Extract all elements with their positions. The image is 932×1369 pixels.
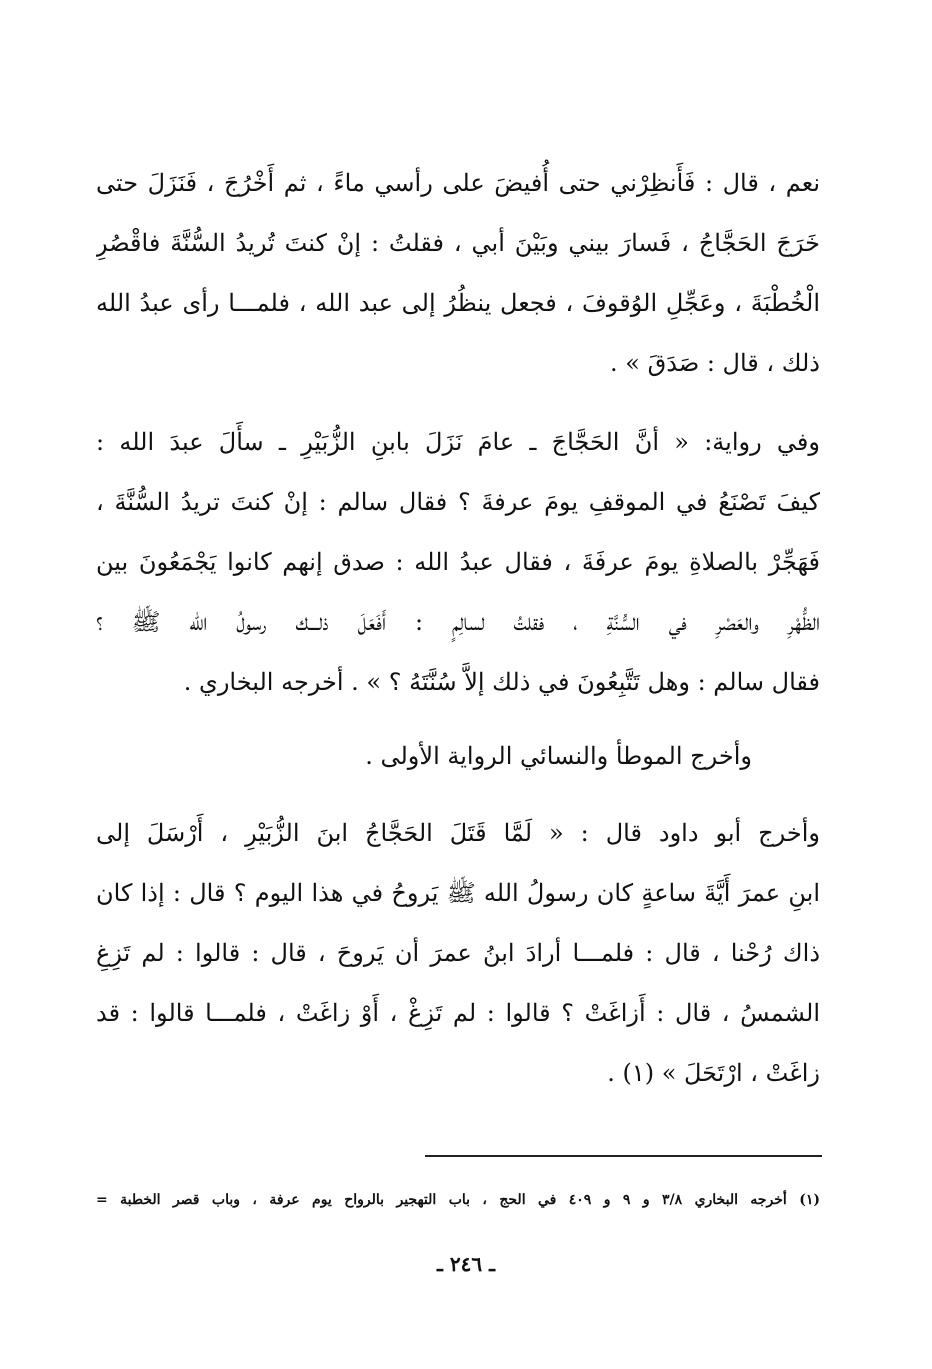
text-line: ذاك رُحْنا ، قال : فلمـــا أرادَ ابنُ عمرَ أن يَروحَ ، قال : قالوا : لم تَزِغِ bbox=[96, 939, 820, 967]
text-line: الْخُطْبَةَ ، وعَجِّلِ الوُقوفَ ، فجعل ينظُرُ إلى عبد الله ، فلمـــا رأى عبدُ الله bbox=[96, 289, 820, 317]
text-line: زاغَتْ ، ارْتَحَلَ » (١) . bbox=[607, 1059, 820, 1087]
text-line: وأخرج أبو داود قال : « لَمَّا قَتَلَ الحَجَّاجُ ابنَ الزُّبَيْرِ ، أَرْسَلَ إلى bbox=[96, 819, 820, 847]
page-number: ـ ٢٤٦ ـ bbox=[437, 1252, 495, 1276]
text-line: فَهَجِّرْ بالصلاةِ يومَ عرفَةَ ، فقال عبدُ الله : صدق إنهم كانوا يَجْمَعُونَ بين bbox=[96, 548, 820, 576]
text-line: الظُّهْرِ والعَصْرِ في السُّنَّةِ ، فقلتُ لسالِمٍ : أَفَعَلَ ذلـــك رسولُ الله ﷺ ؟ bbox=[96, 608, 820, 636]
footnote: (١) أخرجه البخاري ٣/٨ و ٩ و ٤٠٩ في الحج ، باب التهجير بالرواح يوم عرفة ، وباب قصر الخطبة = bbox=[96, 1192, 820, 1208]
footnote-divider bbox=[425, 1155, 822, 1157]
text-line: نعم ، قال : فَأَنظِرْني حتى أُفيضَ على رأسي ماءً ، ثم أَخْرُجَ ، فَنَزَلَ حتى bbox=[96, 169, 820, 197]
text-line: الشمسُ ، قال : أَزاغَتْ ؟ قالوا : لم تَزِغْ ، أَوْ زاغَتْ ، فلمـــا قالوا : قد bbox=[96, 999, 820, 1027]
text-line: ابنِ عمرَ أَيَّةَ ساعةٍ كان رسولُ الله ﷺ يَروحُ في هذا اليوم ؟ قال : إذا كان bbox=[96, 879, 820, 907]
text-line: فقال سالم : وهل تَتَّبِعُونَ في ذلك إلاَّ سُنَّتَهُ ؟ » . أخرجه البخاري . bbox=[183, 668, 820, 696]
text-line: وفي رواية: « أنَّ الحَجَّاجَ ـ عامَ نَزَلَ بابنِ الزُّبَيْرِ ـ سأَلَ عبدَ الله : bbox=[96, 428, 820, 456]
text-line: ذلك ، قال : صَدَقَ » . bbox=[610, 349, 820, 377]
text-line: خَرَجَ الحَجَّاجُ ، فَسارَ بيني وبَيْنَ أبي ، فقلتُ : إنْ كنتَ تُريدُ السُّنَّةَ فاقْصُرِ bbox=[96, 229, 820, 257]
text-line: وأخرج الموطأ والنسائي الرواية الأولى . bbox=[365, 742, 752, 770]
text-line: كيفَ تَصْنَعُ في الموقفِ يومَ عرفةَ ؟ فقال سالم : إنْ كنتَ تريدُ السُّنَّةَ ، bbox=[96, 488, 820, 516]
